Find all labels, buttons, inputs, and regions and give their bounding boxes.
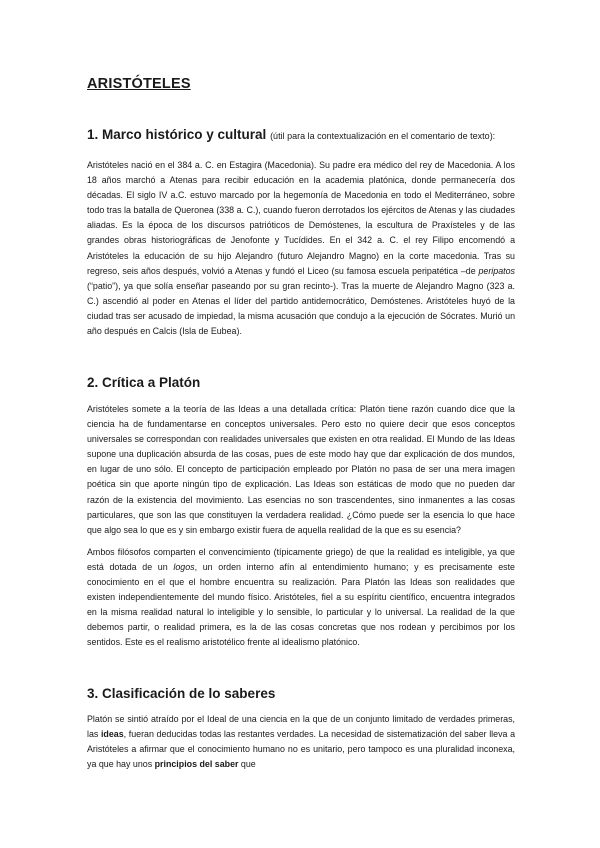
- section-heading-text: 1. Marco histórico y cultural: [87, 127, 267, 142]
- section-heading: 3. Clasificación de lo saberes: [87, 686, 276, 701]
- emphasis-term: logos: [173, 561, 195, 572]
- bold-term: principios del saber: [154, 759, 239, 770]
- paragraph-text: que: [238, 759, 256, 770]
- paragraph: [87, 712, 515, 772]
- section-historical-context: [87, 126, 515, 339]
- paragraph: [87, 158, 515, 339]
- paragraph: Aristóteles somete a la teoría de las Ideas a una detallada crítica: Platón tiene razón cuando dice que la ciencia ha de fundamentarse en conceptos universales. Pero esto no quiere decir que esos conceptos universales se correspondan con realidades universales que existen en otra realidad. El Mundo de las Ideas supone una duplicación absurda de las cosas, pues de este modo hay que dar explicación de dos mundos, en lugar de uno sólo. El concepto de participación empleado por Platón no pasa de ser una mera imagen poética sin que aporte ningún tipo de explicación. Las Ideas son estáticas de modo que no pueden dar razón de la existencia del movimiento. Las esencias no son trascendentes, sino inmanentes a las cosas particulares, que son las que constituyen la verdadera realidad. ¿Cómo puede ser la esencia lo que hace que algo sea lo que es y sin embargo existir fuera de aquella realidad de la que es su esencia?: [87, 404, 515, 535]
- bold-term: ideas: [100, 729, 124, 740]
- paragraph-text: , un orden interno afín al entendimiento humano; y es precisamente este conocimiento en el que el hombre encuentra su realización. Para Platón las Ideas son realidades que existen independientemente del mundo físico. Aristóteles, fiel a su espíritu científico, encuentra integrados en la misma realidad natural lo inteligible y lo sensible, lo particular y lo universal. La realidad de la que debemos partir, o realidad primera, es la de las cosas concretas que nos rodean y percibimos por los sentidos. Este es el realismo aristotélico frente al idealismo platónico.: [87, 561, 515, 648]
- paragraph-text: (“patio”), ya que solía enseñar paseando por su gran recinto-). Tras la muerte de Alejandro Magno (323 a. C.) ascendió al poder en Atenas el líder del partido antidemocrático, Demóstenes. Aristóteles huyó de la ciudad tras ser acusado de impiedad, la misma acusación que condujo a la ejecución de Sócrates. Murió un año después en Calcis (Isla de Eubea).: [87, 280, 515, 337]
- paragraph-text: Ambos filósofos comparten el convencimiento (típicamente griego) de que la realidad es inteligible, ya que está dotada de un: [87, 546, 515, 572]
- paragraph-text: Aristóteles nació en el 384 a. C. en Estagira (Macedonia). Su padre era médico del rey de Macedonia. A los 18 años marchó a Atenas para recibir educación en la academia platónica, donde permanecería dos décadas. El siglo IV a.C. estuvo marcado por la hegemonía de Macedonia en todo el Mediterráneo, sobre todo tras la batalla de Queronea (338 a. C.), cuando fueron derrotados los ejércitos de Atenas y las ciudades aliadas. Es la época de los discursos patrióticos de Demóstenes, la escultura de Praxísteles y de las grandes obras historiográficas de Jenofonte y Tucídides. En el 342 a. C. el rey Filipo encomendó a Aristóteles la educación de su hijo Alejandro (futuro Alejandro Magno) en la corte macedonia. Tras su regreso, seis años después, volvió a Atenas y fundó el Liceo (su famosa escuela peripatética –de: [87, 160, 515, 276]
- section-knowledge-classification: [87, 685, 515, 772]
- paragraph: [87, 545, 515, 651]
- paragraph-text: , fueran deducidas todas las restantes verdades. La necesidad de sistematización del saber lleva a Aristóteles a afirmar que el conocimiento humano no es unitario, pero tampoco es una pluralidad inconexa, ya que hay unos: [87, 729, 515, 770]
- document-title: ARISTÓTELES: [87, 76, 191, 92]
- section-heading: 2. Crítica a Platón: [87, 375, 201, 390]
- section-heading-note: (útil para la contextualización en el comentario de texto):: [270, 131, 496, 141]
- section-heading: [87, 126, 515, 145]
- emphasis-term: peripatos: [478, 265, 515, 276]
- paragraph-text: Platón se sintió atraído por el Ideal de una ciencia en la que de un conjunto limitado de verdades primeras, las: [87, 714, 515, 740]
- section-critique-plato: [87, 374, 515, 651]
